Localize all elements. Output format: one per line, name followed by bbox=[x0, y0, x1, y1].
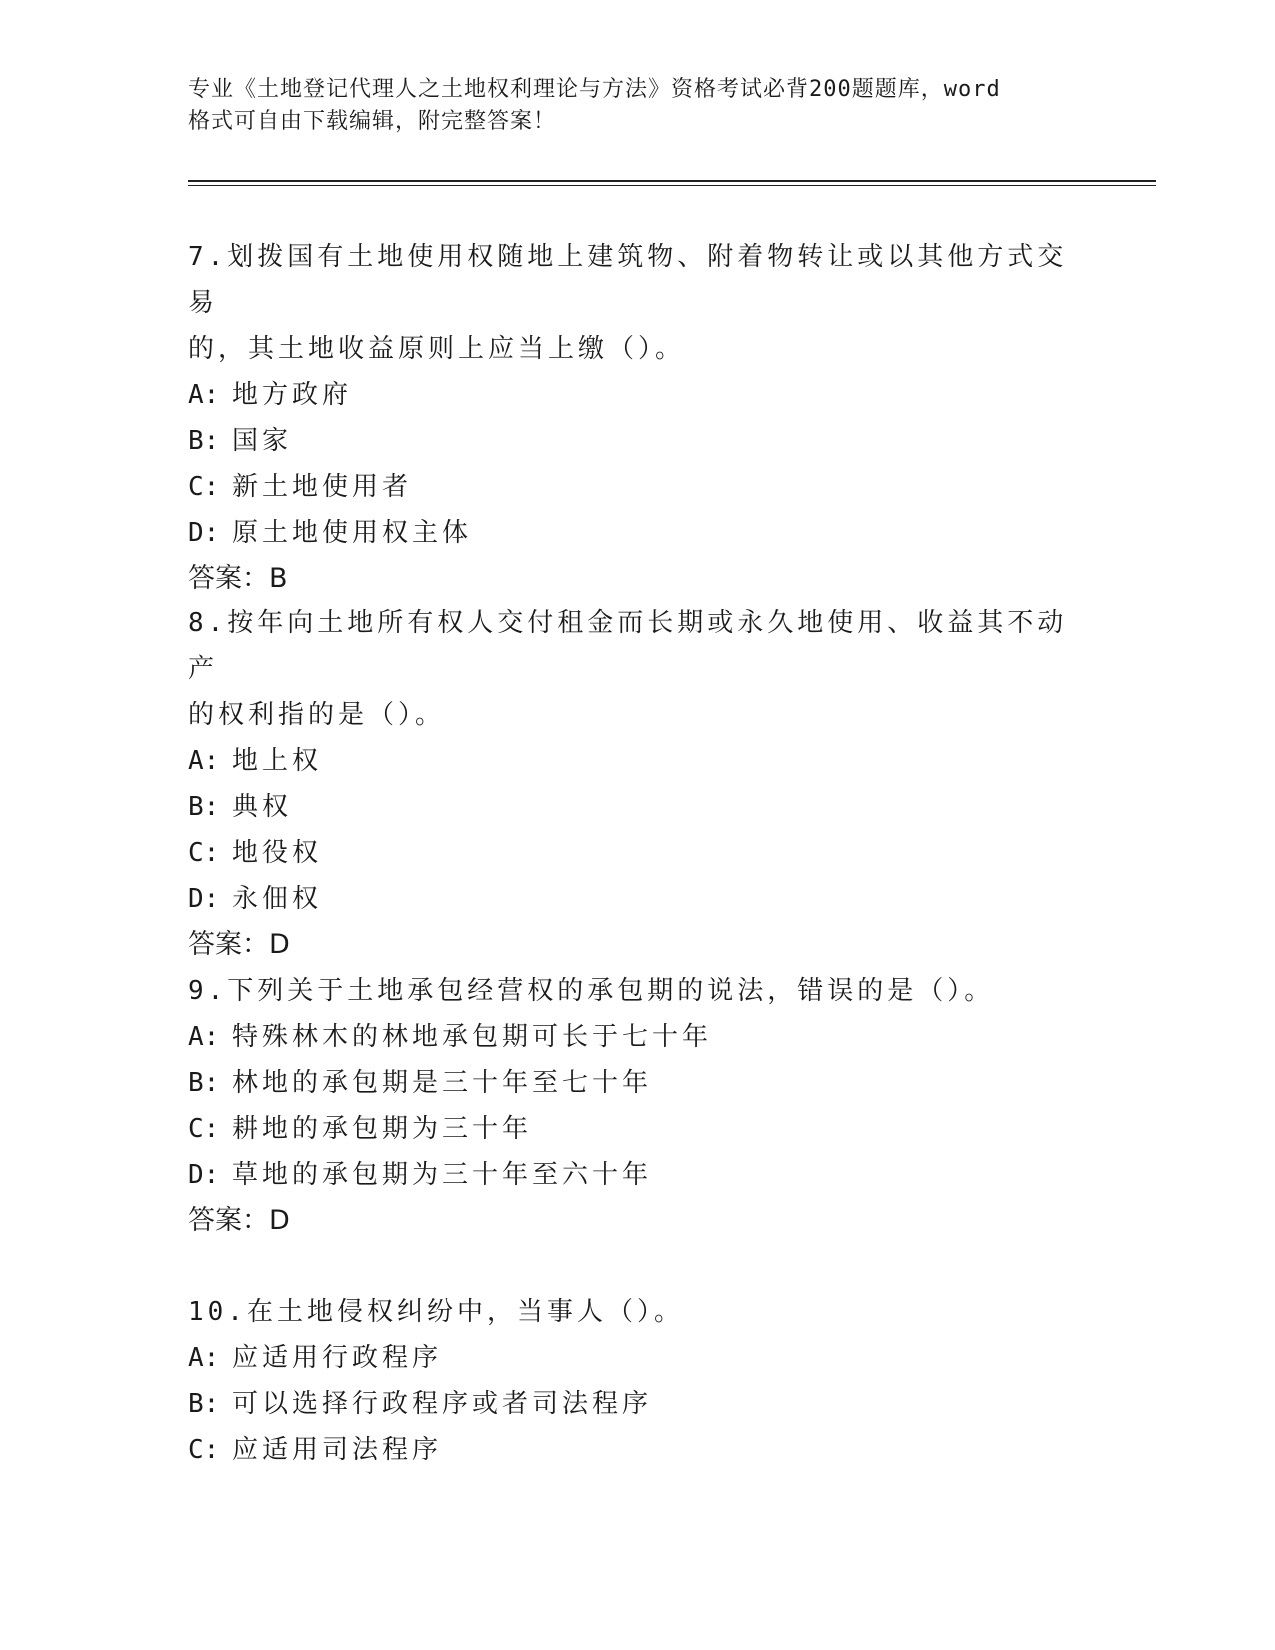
option-text: 永佃权 bbox=[232, 884, 323, 914]
question-9 bbox=[188, 968, 1068, 1244]
option-key: D: bbox=[188, 884, 220, 914]
question-stem bbox=[188, 1289, 1068, 1335]
option-key: C: bbox=[188, 472, 220, 502]
option-b bbox=[188, 1060, 1068, 1106]
answer: 答案：D bbox=[188, 1205, 290, 1236]
option-c bbox=[188, 1106, 1068, 1152]
question-stem-line: 7.划拨国有土地使用权随地上建筑物、附着物转让或以其他方式交易 bbox=[188, 242, 1068, 318]
option-text: 原土地使用权主体 bbox=[232, 518, 473, 548]
option-key: D: bbox=[188, 1160, 220, 1190]
option-text: 应适用行政程序 bbox=[232, 1343, 443, 1373]
option-key: B: bbox=[188, 1389, 220, 1419]
question-stem bbox=[188, 968, 1068, 1014]
option-a bbox=[188, 372, 1068, 418]
option-text: 地上权 bbox=[232, 746, 323, 776]
option-text: 可以选择行政程序或者司法程序 bbox=[232, 1389, 653, 1419]
question-7 bbox=[188, 234, 1068, 602]
header-line-1: 专业《土地登记代理人之土地权利理论与方法》资格考试必背200题题库，word bbox=[188, 77, 1001, 102]
option-key: B: bbox=[188, 792, 220, 822]
option-key: A: bbox=[188, 380, 220, 410]
option-key: A: bbox=[188, 1022, 220, 1052]
document-header bbox=[188, 74, 1068, 138]
option-text: 特殊林木的林地承包期可长于七十年 bbox=[232, 1022, 713, 1052]
question-stem-line: 10.在土地侵权纠纷中，当事人（）。 bbox=[188, 1297, 684, 1327]
option-b bbox=[188, 1381, 1068, 1427]
option-text: 国家 bbox=[232, 426, 293, 456]
option-key: D: bbox=[188, 518, 220, 548]
question-stem-line: 的，其土地收益原则上应当上缴（）。 bbox=[188, 334, 686, 364]
option-key: C: bbox=[188, 1435, 220, 1465]
question-stem bbox=[188, 234, 1068, 372]
header-divider-thin bbox=[188, 185, 1156, 186]
option-text: 应适用司法程序 bbox=[232, 1435, 443, 1465]
question-8 bbox=[188, 600, 1068, 968]
option-key: B: bbox=[188, 426, 220, 456]
option-key: C: bbox=[188, 838, 220, 868]
option-text: 典权 bbox=[232, 792, 293, 822]
question-stem bbox=[188, 600, 1068, 738]
option-a bbox=[188, 1014, 1068, 1060]
option-text: 林地的承包期是三十年至七十年 bbox=[232, 1068, 653, 1098]
option-key: B: bbox=[188, 1068, 220, 1098]
option-b bbox=[188, 418, 1068, 464]
option-d bbox=[188, 1152, 1068, 1198]
option-a bbox=[188, 1335, 1068, 1381]
question-10 bbox=[188, 1289, 1068, 1473]
header-line-2: 格式可自由下载编辑，附完整答案！ bbox=[188, 109, 557, 134]
option-key: C: bbox=[188, 1114, 220, 1144]
option-d bbox=[188, 876, 1068, 922]
option-key: A: bbox=[188, 1343, 220, 1373]
question-stem-line: 9.下列关于土地承包经营权的承包期的说法，错误的是（）。 bbox=[188, 976, 995, 1006]
option-text: 耕地的承包期为三十年 bbox=[232, 1114, 533, 1144]
option-a bbox=[188, 738, 1068, 784]
option-key: A: bbox=[188, 746, 220, 776]
option-b bbox=[188, 784, 1068, 830]
answer: 答案：B bbox=[188, 563, 288, 594]
option-c bbox=[188, 1427, 1068, 1473]
option-text: 地役权 bbox=[232, 838, 323, 868]
question-stem-line: 8.按年向土地所有权人交付租金而长期或永久地使用、收益其不动产 bbox=[188, 608, 1068, 684]
option-c bbox=[188, 464, 1068, 510]
option-d bbox=[188, 510, 1068, 556]
answer: 答案：D bbox=[188, 929, 290, 960]
option-text: 新土地使用者 bbox=[232, 472, 413, 502]
option-c bbox=[188, 830, 1068, 876]
option-text: 草地的承包期为三十年至六十年 bbox=[232, 1160, 653, 1190]
header-divider-thick bbox=[188, 180, 1156, 182]
question-stem-line: 的权利指的是（）。 bbox=[188, 700, 446, 730]
option-text: 地方政府 bbox=[232, 380, 353, 410]
